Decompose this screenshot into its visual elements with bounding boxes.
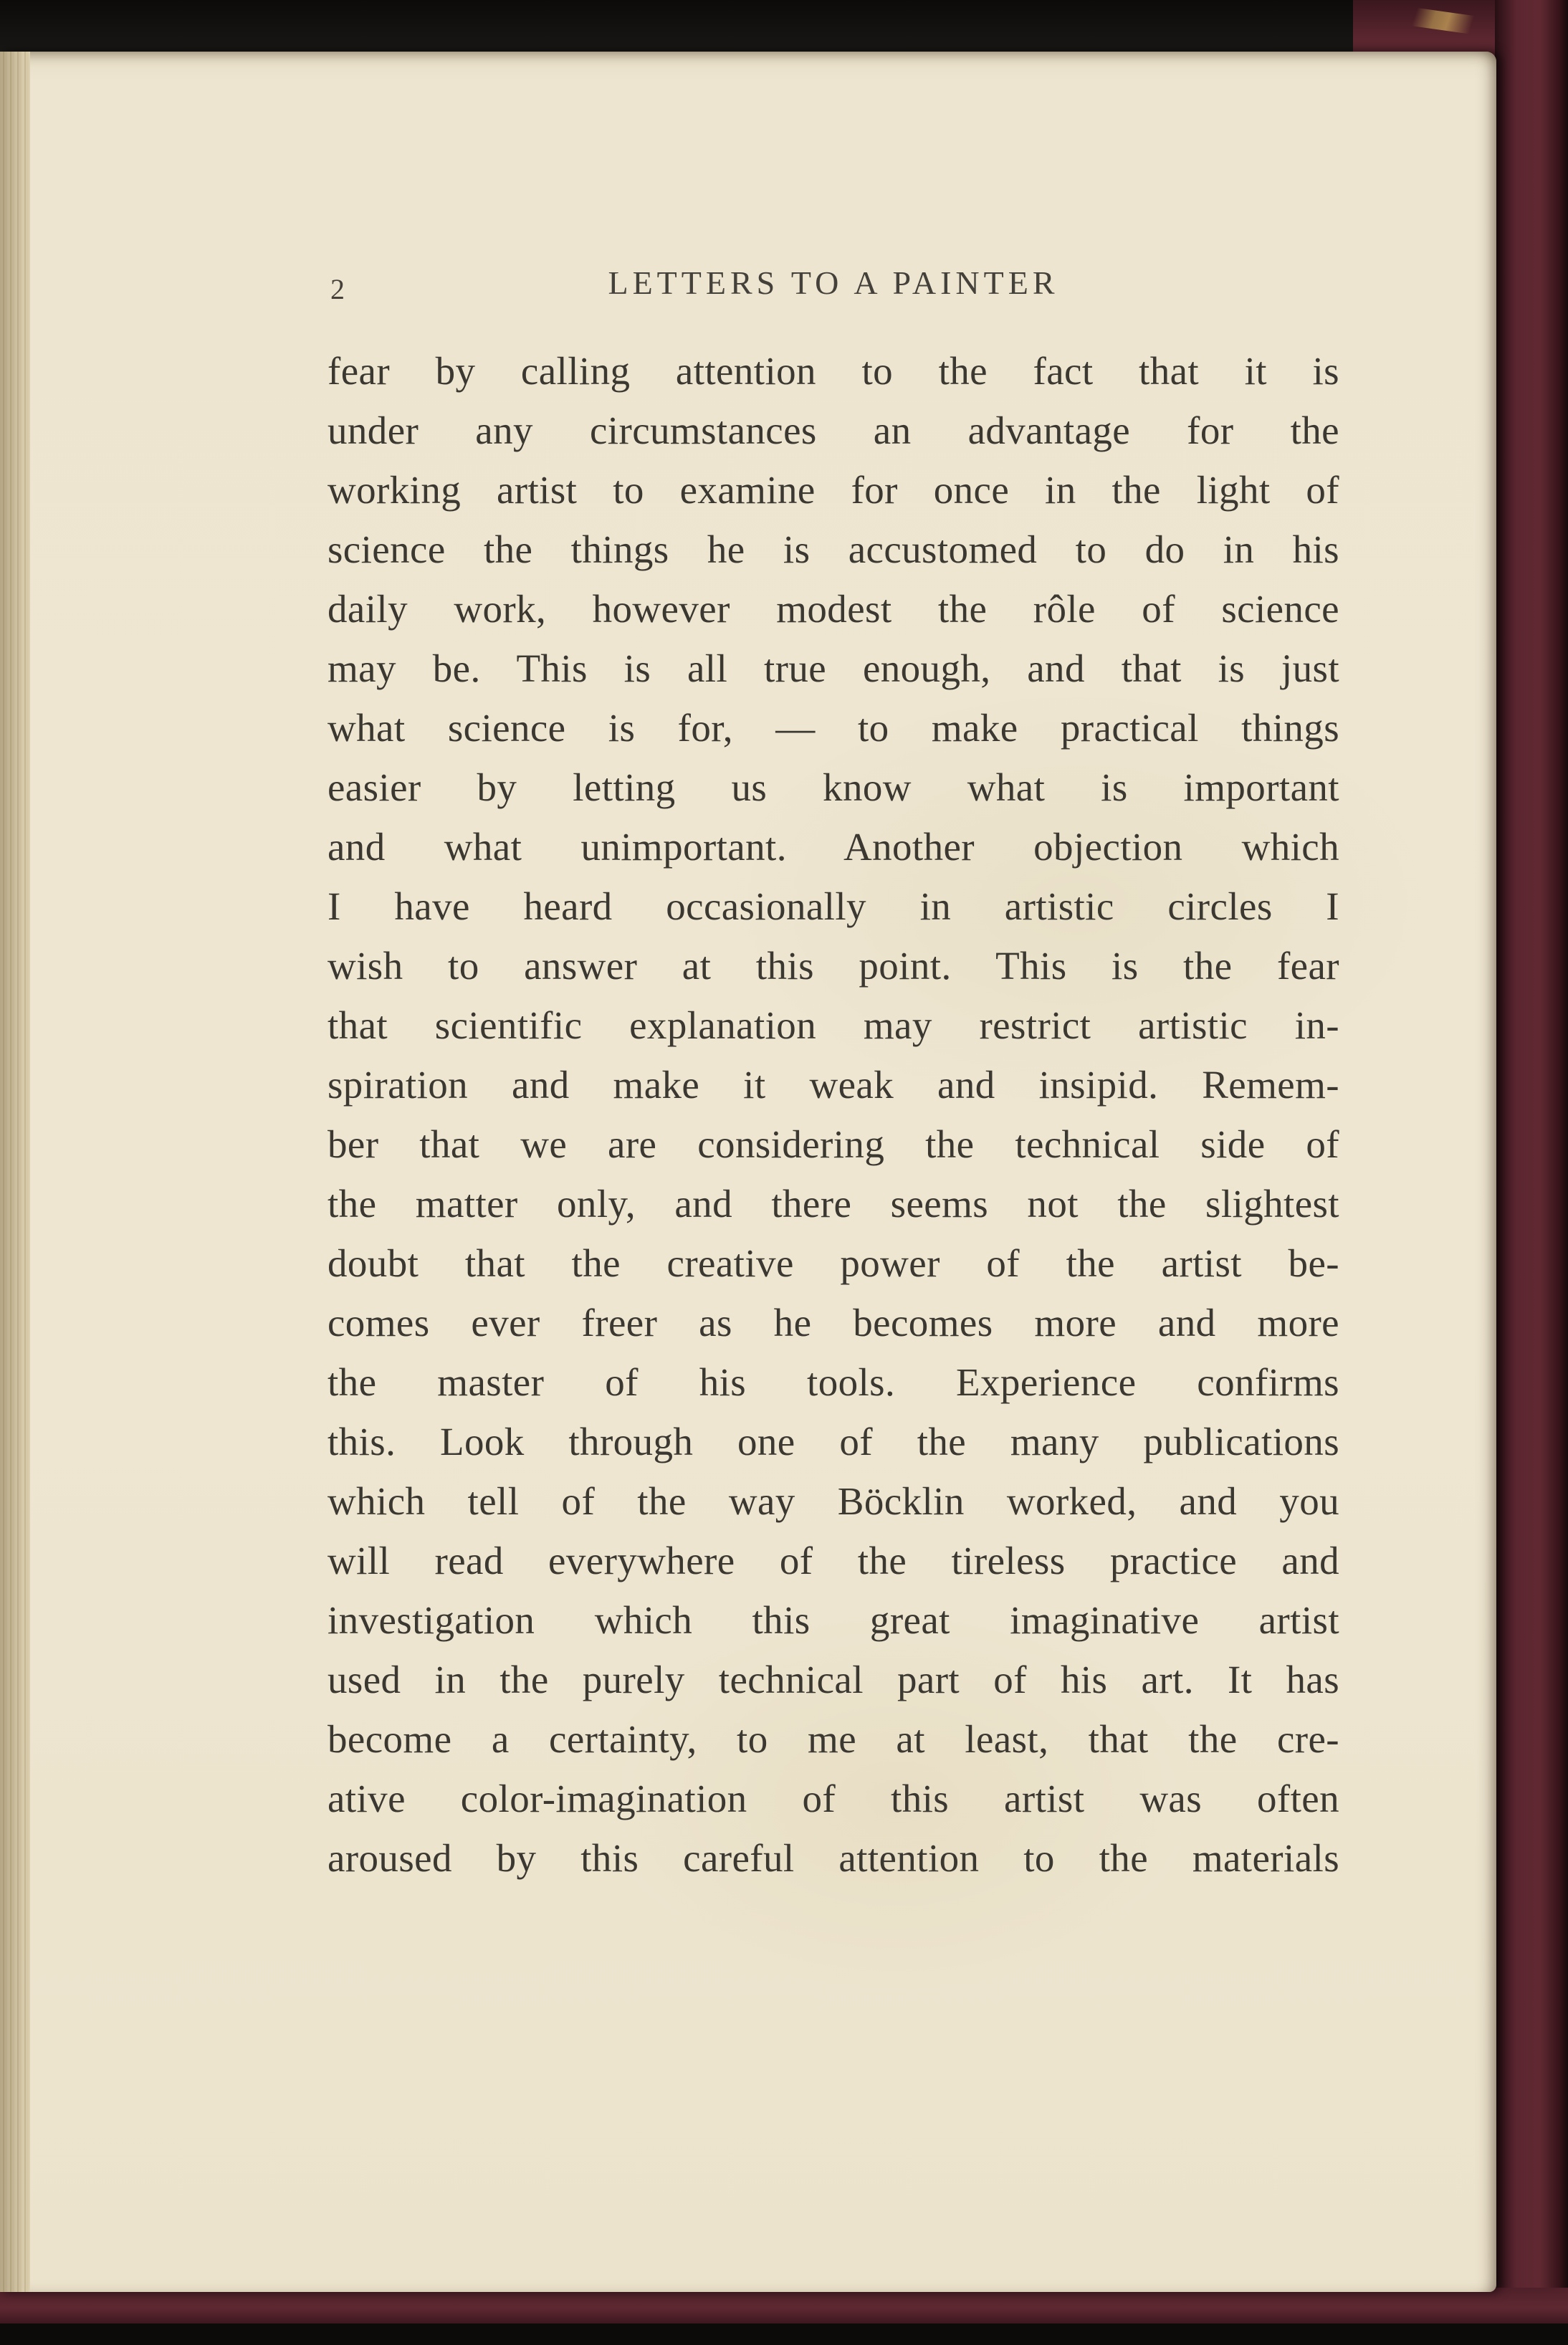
background-bottom: [0, 2323, 1568, 2345]
running-header: [328, 261, 1339, 312]
header-title: LETTERS TO A PAINTER: [608, 264, 1059, 301]
text-line: comes ever freer as he becomes more and more: [328, 1301, 1339, 1345]
text-line: ber that we are considering the technical side of: [328, 1122, 1339, 1166]
text-line: doubt that the creative power of the artist be-: [328, 1241, 1339, 1285]
text-line: investigation which this great imaginative artist: [328, 1598, 1339, 1642]
text-line: what science is for, — to make practical things: [328, 706, 1339, 750]
binding-ornament: [1405, 6, 1500, 38]
text-line: daily work, however modest the rôle of science: [328, 587, 1339, 631]
text-line: spiration and make it weak and insipid. Remem-: [328, 1063, 1339, 1107]
book-page: [0, 52, 1496, 2292]
text-line: easier by letting us know what is important: [328, 765, 1339, 809]
book-cover-bottom-edge: [0, 2288, 1568, 2325]
text-line: wish to answer at this point. This is the fear: [328, 944, 1339, 988]
text-line: will read everywhere of the tireless practice and: [328, 1539, 1339, 1582]
text-line: science the things he is accustomed to do in his: [328, 527, 1339, 571]
text-line: ative color-imagination of this artist was often: [328, 1777, 1339, 1820]
text-line: working artist to examine for once in the light of: [328, 468, 1339, 512]
text-line: under any circumstances an advantage for the: [328, 409, 1339, 452]
text-line: I have heard occasionally in artistic circles I: [328, 884, 1339, 928]
text-line: may be. This is all true enough, and that is just: [328, 646, 1339, 690]
book-cover-right-edge: [1495, 0, 1568, 2345]
text-line: used in the purely technical part of his art. It has: [328, 1658, 1339, 1701]
background-top: [0, 0, 1568, 52]
text-line: the master of his tools. Experience confirms: [328, 1360, 1339, 1404]
text-line: the matter only, and there seems not the slightest: [328, 1182, 1339, 1226]
text-line: which tell of the way Böcklin worked, and you: [328, 1479, 1339, 1523]
text-line: this. Look through one of the many publications: [328, 1420, 1339, 1463]
body-text: [328, 341, 1339, 1888]
text-line: and what unimportant. Another objection which: [328, 825, 1339, 869]
page-number: 2: [330, 273, 346, 305]
text-line: fear by calling attention to the fact that it is: [328, 349, 1339, 393]
page-stack-edge: [0, 52, 30, 2292]
text-line: that scientific explanation may restrict artistic in-: [328, 1003, 1339, 1047]
text-line: aroused by this careful attention to the materials: [328, 1836, 1339, 1880]
text-line: become a certainty, to me at least, that the cre-: [328, 1717, 1339, 1761]
